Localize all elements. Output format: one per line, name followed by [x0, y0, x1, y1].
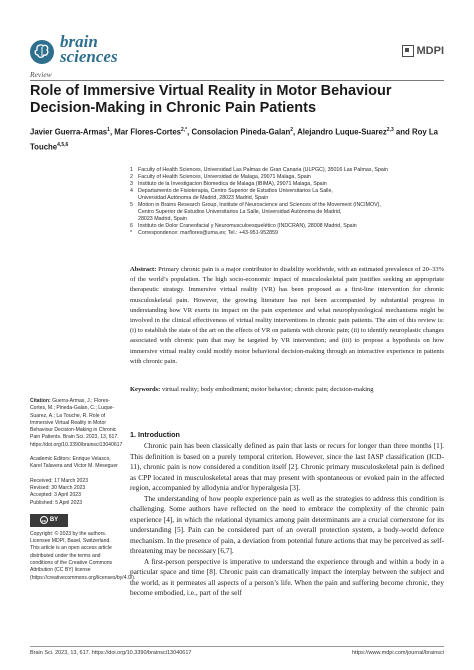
keywords — [130, 385, 444, 395]
affiliation-number: 5 — [130, 202, 133, 208]
intro-paragraph: The understanding of how people experience pain as well as the strategies to address this condition is challenging. Some authors have reflected on the need to embrace the complexity of the chronic pain experience [4], in which the relational dynamics among pain determinants are a crucial cornerstone for its understanding [5]. Pain can be considered part of an overall protection system, a body-world defence mechanism. In the presence of pain, a deviation from potential future actions that may be perceived as self-threatening may be necessary [6,7]. — [130, 493, 444, 555]
author-name[interactable]: Consolacion Pineda-Galan — [191, 127, 291, 137]
cc-license-badge[interactable] — [30, 514, 68, 527]
affiliation-number: 3 — [130, 181, 133, 187]
affiliation-text: Departamento de Fisioterapia, Centro Superior de Estudios Universitarios La Salle, Universidad Autónoma de Madrid, 28023 Madrid, Spain — [138, 188, 333, 201]
affiliation-text: Instituto de Dolor Craneofacial y Neuromusculoesquelético (INDCRAN), 28008 Madrid, Spain — [138, 223, 357, 229]
abstract-label: Abstract: — [130, 266, 157, 273]
copyright-notice: Copyright: © 2023 by the authors. Licensee MDPI, Basel, Switzerland. This article is an open access article distributed under the terms and conditions of the Creative Commons Attribution (CC BY) license (https://creativecommons.org/licenses/by/4.0/). — [30, 530, 136, 581]
footer-citation[interactable]: Brain Sci. 2023, 13, 617. https://doi.org/10.3390/brainsci13040617 — [30, 650, 192, 656]
academic-editors: Academic Editors: Enrique Velasco, Karel Talavera and Victor M. Meseguer — [30, 456, 118, 470]
author-name[interactable]: Mar Flores-Cortes — [114, 127, 182, 137]
affiliation-number: 1 — [130, 167, 133, 173]
article-title: Role of Immersive Virtual Reality in Motor Behaviour Decision-Making in Chronic Pain Patients — [30, 83, 392, 116]
intro-paragraph: A first-person perspective is imperative to understand the experience through and within a body in a particular space and time [8]. Chronic pain can dramatically impact the interplay between the subject and the world, as it permeates all aspects of a person’s life. When the pain and suffering become chronic, they become embodied, i.e., part of the self — [130, 556, 444, 597]
citation-label: Citation: — [30, 398, 51, 404]
affiliation-item — [130, 230, 444, 237]
abstract-text: Primary chronic pain is a major contributor to disability worldwide, with an estimated prevalence of 20–33% of the world’s population. The high socio-economic impact of musculoskeletal pain justifies seeking an appropriate therapeutic strategy. Immersive virtual reality (VR) has been proposed as a first-line intervention for chronic musculoskeletal pain. However, the growing literature has not been accompanied by substantial progress in understanding how VR exerts its impact on the pain experience and what neurophysiological mechanisms might be involved in the clinical effectiveness of virtual reality interventions in chronic pain patients. The aim of this review is: (i) to establish the state of the art on the effects of VR on patients with chronic pain; (ii) to identify neuroplastic changes associated with chronic pain that may be targeted by VR intervention; and (iii) to propose a hypothesis on how immersive virtual reality could modify motor behavioral decision-making through an interactive experience in patients with chronic pain. — [130, 266, 444, 365]
affiliation-item — [130, 188, 444, 202]
affiliation-number: 2 — [130, 174, 133, 180]
author-affiliation-marker: 2 — [290, 127, 294, 133]
citation-text[interactable]: Guerra-Armas, J.; Flores-Cortes, M.; Pineda-Galan, C.; Luque-Suarez, A.; La Touche, R. Role of Immersive Virtual Reality in Motor Behaviour Decision-Making in Chronic Pain Patients. Brain Sci. 2023, 13, 617. https://doi.org/10.3390/brainsci13040617 — [30, 398, 123, 448]
article-type: Review — [30, 70, 52, 79]
dates-block — [30, 478, 120, 507]
affiliation-item — [130, 202, 444, 223]
publisher-logo — [402, 44, 445, 58]
affiliation-text: Instituto de la Investigacion Biomedica de Malaga (IBIMA), 29071 Malaga, Spain — [138, 181, 327, 187]
author-name[interactable]: Roy La Touche — [30, 127, 438, 152]
author-affiliation-marker: 4,5,6 — [57, 141, 69, 148]
affiliation-item — [130, 223, 444, 230]
affiliation-number: * — [130, 230, 133, 236]
keywords-label: Keywords: — [130, 386, 161, 393]
affiliation-number: 6 — [130, 223, 133, 229]
journal-name-line1: brain — [60, 32, 98, 51]
journal-name-line2: sciences — [60, 47, 118, 66]
affiliation-item — [130, 181, 444, 188]
author-affiliation-marker: 2,* — [181, 127, 188, 133]
section-heading: 1. Introduction — [130, 430, 180, 439]
introduction-body — [130, 441, 444, 599]
author-list: Javier Guerra-Armas$^1$, Mar Flores-Cortes$^{2,*}$, Consolacion Pineda-Galan$^2$, Alejandro Luque-Suarez$^{2,3}$ and Roy La Touche$^{4,5,6}$ — [30, 127, 438, 152]
author-name[interactable]: Javier Guerra-Armas — [30, 127, 108, 137]
cc-icon: cc — [41, 518, 47, 524]
journal-logo-icon — [30, 40, 54, 64]
publisher-name: MDPI — [416, 45, 444, 57]
cc-badge-label: BY — [49, 516, 59, 523]
accepted-date: Accepted: 3 April 2023 — [30, 492, 81, 499]
footer-divider — [30, 646, 444, 647]
citation-block — [30, 398, 123, 449]
affiliation-item — [130, 174, 444, 181]
intro-paragraph: Chronic pain has been classically defined as pain that lasts or recurs for longer than three months [1]. This definition is based on a purely temporal criterion. However, since the last IASP classification (ICD-11), chronic pain is now considered a condition itself [2]. Chronic primary musculoskeletal pain is defined as CPP located in musculoskeletal areas that may present with spontaneous or evoked pain in the affected region, accompanied by allodynia and/or hyperalgesia [3]. — [130, 441, 444, 492]
abstract — [130, 265, 444, 367]
revised-date: Revised: 30 March 2023 — [30, 484, 86, 491]
sidebar-metadata — [30, 398, 136, 589]
affiliation-text: Faculty of Health Sciences, Universidad Las Palmas de Gran Canaria (ULPGC), 35016 Las Palmas, Spain — [138, 167, 388, 173]
author-affiliation-marker: 1 — [107, 127, 110, 133]
author-name[interactable]: Alejandro Luque-Suarez — [297, 127, 387, 137]
received-date: Received: 17 March 2023 — [30, 477, 89, 484]
affiliation-list — [130, 167, 444, 237]
journal-name — [60, 34, 180, 64]
mdpi-mark-icon — [402, 45, 414, 57]
author-affiliation-marker: 2,3 — [386, 127, 394, 133]
affiliation-text: Motion in Brains Research Group, Institute of Neuroscience and Sciences of the Movement (INCIMOV), Centro Superior de Estudios Universitarios La Salle, Universidad Autónoma de Madrid, 28023 Madrid, Spain — [138, 202, 381, 222]
journal-url-link[interactable]: https://www.mdpi.com/journal/brainsci — [351, 650, 444, 656]
affiliation-item — [130, 167, 444, 174]
keywords-text: virtual reality; body embodiment; motor behavior; chronic pain; decision-making — [161, 386, 374, 393]
header-divider — [30, 80, 444, 81]
published-date: Published: 5 April 2023 — [30, 499, 83, 506]
affiliation-text: Correspondence: marflores@uma.es; Tel.: +43-951-952859 — [138, 230, 278, 236]
brain-icon — [30, 40, 54, 64]
affiliation-text: Faculty of Health Sciences, Universidad de Malaga, 29071 Malaga, Spain — [138, 174, 311, 180]
affiliation-number: 4 — [130, 188, 133, 194]
